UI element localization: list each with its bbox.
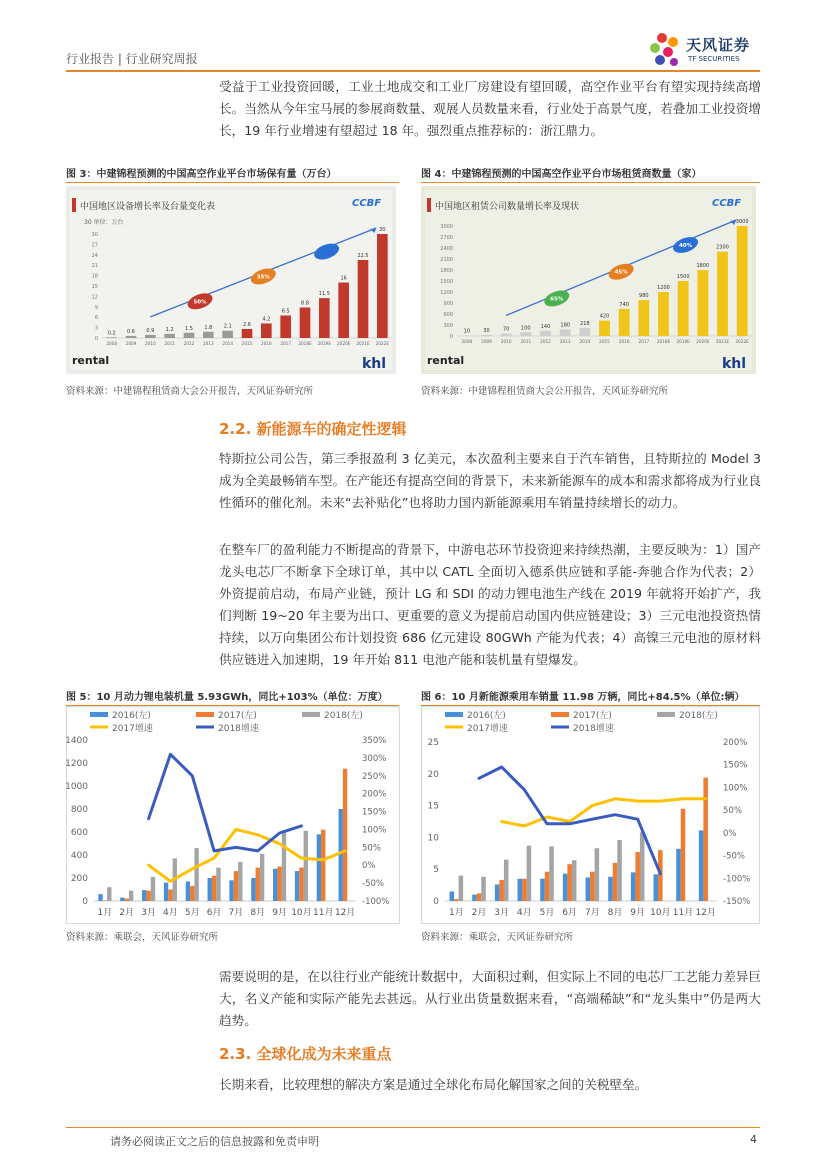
xtick-label: 2020E — [337, 341, 351, 346]
data-label: 3000 — [735, 219, 749, 225]
data-label: 218 — [580, 321, 590, 328]
ytick-label: 1500 — [440, 279, 453, 285]
fig4-source: 资料来源：中建锦程租赁商大会公开报告，天风证券研究所 — [421, 386, 669, 397]
legend-label: 2017(左) — [573, 711, 612, 721]
fig3-unit: 30 单位：万台 — [84, 219, 124, 226]
bar — [540, 331, 551, 336]
header-rule — [66, 70, 760, 72]
fig6-chart-container — [421, 706, 760, 928]
bar — [339, 809, 343, 901]
data-label: 4.2 — [262, 316, 271, 323]
legend-label: 2018(左) — [324, 711, 363, 721]
bar — [164, 334, 175, 338]
ytick-right: -50% — [362, 879, 384, 890]
fig3-slide-title: 中国地区设备增长率及台量变化表 — [80, 202, 216, 212]
data-label: 0.6 — [127, 328, 135, 335]
fig3-slide — [66, 186, 396, 374]
ytick-right: 100% — [362, 825, 387, 836]
data-label: 11.5 — [318, 291, 330, 298]
fig6-chart — [421, 706, 760, 924]
report-category: 行业报告 | 行业研究周报 — [66, 52, 198, 66]
fig4-khl-logo: khl — [722, 356, 747, 372]
bar — [358, 260, 369, 338]
growth-label: 35% — [256, 274, 270, 281]
ytick-right: 150% — [362, 807, 387, 818]
bar — [234, 871, 238, 901]
bar — [658, 850, 663, 901]
xtick-label: 2021E — [715, 339, 730, 344]
data-label: 180 — [560, 322, 570, 329]
bar — [676, 849, 681, 901]
bar — [103, 900, 107, 901]
ytick-right: 250% — [362, 771, 387, 782]
ytick-left: 1200 — [66, 759, 88, 769]
bar — [129, 891, 133, 901]
ytick-right: 0% — [362, 861, 376, 872]
bar — [256, 868, 260, 901]
bar — [654, 874, 659, 901]
data-label: 70 — [502, 326, 510, 333]
bar — [146, 891, 150, 901]
ytick-left: 400 — [70, 851, 88, 861]
xtick-label: 2015 — [241, 341, 253, 346]
ytick-label: 3 — [94, 325, 98, 332]
bar — [563, 874, 568, 901]
bar — [638, 300, 649, 336]
section-2-3-title: 2.3. 全球化成为未来重点 — [219, 1045, 392, 1063]
fig4-title: 图 4：中建锦程预测的中国高空作业平台市场租赁商数量（家） — [421, 169, 702, 180]
ytick-label: 600 — [443, 312, 453, 318]
bar — [681, 809, 686, 901]
paragraph-4: 需要说明的是，在以往行业产能统计数据中，大面积过剩，但实际上不同的电芯厂工艺能力差异巨大，名义产能和实际产能先去甚远。从行业出货量数据来看，“高端稀缺”和“龙头集中”仍是两大趋势。 — [219, 969, 761, 1028]
ytick-right: 300% — [362, 753, 387, 764]
ytick-left: 10 — [427, 833, 439, 844]
series-line — [149, 829, 346, 881]
xtick-label: 7月 — [584, 908, 600, 918]
data-label: 16 — [340, 275, 347, 282]
xtick-label: 2009 — [481, 339, 492, 344]
xtick-label: 2013 — [559, 339, 571, 344]
bar — [590, 872, 595, 901]
bar — [229, 880, 233, 901]
xtick-label: 11月 — [313, 908, 334, 918]
bar — [212, 876, 216, 901]
ytick-left: 25 — [427, 738, 439, 748]
xtick-label: 2016 — [618, 339, 630, 344]
ytick-right: 50% — [723, 806, 742, 817]
data-label: 1.8 — [204, 324, 213, 331]
ytick-right: 150% — [723, 760, 748, 771]
data-label: 10 — [463, 328, 471, 335]
bar — [572, 860, 577, 901]
xtick-label: 9月 — [630, 908, 646, 918]
fig6-title: 图 6：10 月新能源乘用车销量 11.98 万辆，同比+84.5%（单位:辆） — [421, 692, 745, 703]
xtick-label: 2012 — [540, 339, 551, 344]
bar — [520, 332, 531, 336]
ytick-left: 0 — [82, 897, 88, 907]
xtick-label: 2022E — [375, 341, 389, 346]
fig3-khl-logo: khl — [362, 356, 387, 372]
xtick-label: 9月 — [272, 908, 287, 918]
bar — [222, 331, 233, 338]
bar — [321, 830, 325, 901]
brand-logo — [648, 30, 768, 70]
bar — [613, 863, 618, 901]
ytick-label: 18 — [91, 273, 98, 280]
legend-label: 2016(左) — [112, 711, 151, 721]
ytick-right: 200% — [362, 789, 387, 800]
bar — [251, 878, 255, 901]
bar — [164, 883, 168, 901]
bar — [261, 323, 272, 338]
bar — [640, 832, 645, 901]
ytick-label: 3000 — [440, 224, 453, 230]
bar — [495, 884, 500, 901]
bar — [242, 329, 253, 338]
bar — [501, 333, 512, 336]
footer-disclaimer: 请务必阅读正文之后的信息披露和免责申明 — [110, 1135, 319, 1148]
bar — [518, 879, 523, 901]
bar — [678, 281, 689, 336]
bar — [208, 878, 212, 901]
footer-rule — [66, 1127, 760, 1128]
xtick-label: 2021E — [356, 341, 370, 346]
data-label: 2300 — [716, 244, 729, 251]
bar — [459, 876, 464, 901]
bar — [504, 860, 509, 901]
bar — [106, 337, 117, 338]
xtick-label: 5月 — [539, 908, 555, 918]
ytick-right: 100% — [723, 783, 748, 794]
fig3-source: 资料来源：中建锦程租赁商大会公开报告，天风证券研究所 — [66, 386, 314, 397]
bar — [450, 891, 455, 901]
ytick-left: 0 — [433, 897, 439, 907]
xtick-label: 2014 — [222, 341, 234, 346]
bar — [567, 864, 572, 901]
ytick-right: 200% — [723, 738, 748, 748]
ytick-left: 600 — [70, 828, 88, 838]
data-label: 1500 — [676, 274, 690, 280]
flower-logo-icon — [648, 30, 684, 70]
xtick-label: 6月 — [206, 908, 222, 918]
bar — [107, 887, 111, 901]
bar — [560, 329, 571, 336]
bar — [142, 890, 146, 901]
ytick-label: 15 — [91, 284, 98, 290]
bar — [304, 831, 308, 901]
ytick-left: 1000 — [66, 782, 88, 792]
bar — [472, 895, 477, 901]
legend-swatch — [196, 712, 214, 717]
xtick-label: 12月 — [334, 908, 356, 918]
xtick-label: 6月 — [562, 908, 578, 918]
xtick-label: 5月 — [184, 908, 200, 918]
ytick-right: -150% — [723, 897, 751, 907]
bar — [586, 877, 591, 901]
bar — [540, 879, 545, 901]
xtick-label: 1月 — [448, 908, 464, 918]
fig6-source: 资料来源：乘联会，天风证券研究所 — [421, 932, 574, 943]
xtick-label: 10月 — [291, 908, 312, 918]
bar — [238, 862, 242, 901]
ytick-label: 2700 — [440, 235, 453, 241]
data-label: 2.1 — [223, 323, 232, 330]
fig3-title-rule — [66, 182, 399, 183]
data-label: 1.2 — [165, 326, 174, 333]
data-label: 100 — [521, 325, 531, 332]
growth-label: 45% — [614, 269, 628, 276]
fig4-title-rule — [421, 182, 760, 183]
data-label: 1800 — [696, 263, 710, 269]
bar — [737, 226, 748, 336]
bar — [522, 879, 527, 901]
growth-label: 65% — [550, 296, 564, 303]
xtick-label: 2012 — [183, 341, 195, 346]
data-label: 22.5 — [357, 253, 369, 259]
ytick-right: 0% — [723, 828, 737, 839]
data-label: 0.9 — [146, 327, 155, 334]
fig4-slide — [421, 186, 756, 374]
paragraph-5: 长期来看，比较理想的解决方案是通过全球化布局化解国家之间的关税壁垒。 — [219, 1077, 648, 1092]
bar — [617, 840, 622, 901]
bar — [481, 335, 492, 336]
fig4-slide-title: 中国地区租赁公司数量增长率及现状 — [435, 202, 580, 212]
legend-swatch — [90, 712, 108, 717]
bar — [545, 872, 550, 901]
bar — [619, 309, 630, 336]
fig5-title: 图 5：10 月动力锂电装机量 5.93GWh，同比+103%（单位：万度） — [66, 692, 388, 703]
ytick-label: 2400 — [440, 246, 453, 252]
fig4-rental-logo: rental — [427, 354, 465, 367]
legend-swatch — [302, 712, 320, 717]
ytick-label: 2100 — [440, 257, 453, 263]
bar — [699, 830, 704, 901]
bar — [658, 292, 669, 336]
fig5-chart-container — [66, 706, 400, 928]
data-label: 740 — [619, 301, 629, 308]
bar — [527, 846, 532, 901]
xtick-label: 3月 — [494, 908, 510, 918]
xtick-label: 2010 — [144, 341, 156, 346]
bar — [631, 872, 636, 901]
bar — [168, 890, 172, 902]
xtick-label: 8月 — [607, 908, 623, 918]
data-label: 980 — [639, 293, 649, 300]
ytick-label: 12 — [91, 294, 98, 301]
bar — [295, 871, 299, 901]
bar — [145, 335, 156, 338]
xtick-label: 1月 — [97, 908, 113, 918]
paragraph-3: 在整车厂的盈利能力不断提高的背景下，中游电芯环节投资迎来持续热潮，主要反映为：1）国产龙头电芯厂不断拿下全球订单，其中以 CATL 全面切入德系供应链和孚能-奔驰合作为代表；2）外资提前启动，布局产业链，预计 LG 和 SDI 的动力锂电池生产线在 2019 年就将开始扩产，我们判断 19~20 年主要为出口、更重要的意义为提前启动国内供应链建设；3）三元电池投资热情持续，以万向集团公布计划投资 686 亿元建设 80GWh 产能为代表；4）高镍三元电池的原材料供应链进入加速期，19 年开始 811 电池产能和装机量有望爆发。 — [219, 542, 761, 667]
bar — [717, 252, 728, 336]
fig3-title: 图 3：中建锦程预测的中国高空作业平台市场保有量（万台） — [66, 169, 337, 180]
ytick-right: -100% — [362, 897, 390, 907]
ytick-right: 350% — [362, 736, 387, 746]
bar — [608, 877, 613, 901]
bar — [317, 834, 321, 901]
ytick-label: 1200 — [440, 290, 453, 296]
xtick-label: 4月 — [516, 908, 532, 918]
bar — [338, 283, 349, 338]
legend-swatch — [657, 712, 675, 717]
bar — [184, 333, 195, 338]
fig3-rental-logo: rental — [72, 354, 110, 367]
legend-label: 2017增速 — [467, 724, 508, 734]
bar — [595, 848, 600, 901]
xtick-label: 10月 — [650, 908, 671, 918]
xtick-label: 2011 — [164, 341, 176, 346]
xtick-label: 2008 — [461, 339, 473, 344]
xtick-label: 4月 — [163, 908, 178, 918]
ytick-left: 800 — [70, 805, 88, 815]
ytick-label: 30 — [91, 232, 98, 238]
bar — [120, 898, 124, 901]
data-label: 0.2 — [107, 330, 116, 337]
bar — [299, 868, 303, 901]
bar — [377, 234, 388, 338]
ytick-left: 20 — [427, 769, 439, 780]
bar — [277, 867, 281, 902]
legend-swatch — [551, 712, 569, 717]
bar — [216, 868, 220, 901]
xtick-label: 2016 — [260, 341, 272, 346]
bar — [477, 893, 482, 901]
ytick-right: -50% — [723, 851, 745, 862]
fig5-chart — [66, 706, 400, 924]
xtick-label: 2010 — [500, 339, 512, 344]
xtick-label: 2022E — [735, 339, 749, 344]
legend-label: 2018增速 — [218, 724, 259, 734]
ytick-right: -100% — [723, 874, 751, 885]
xtick-label: 2017 — [280, 341, 292, 346]
xtick-label: 2019E — [676, 339, 690, 344]
bar — [481, 877, 486, 901]
legend-label: 2016(左) — [467, 711, 506, 721]
xtick-label: 2019E — [317, 341, 331, 346]
bar — [635, 852, 640, 901]
data-label: 6.5 — [281, 308, 290, 315]
legend-label: 2017增速 — [112, 724, 153, 734]
bar — [282, 832, 286, 901]
series-line — [149, 754, 302, 851]
paragraph-1: 受益于工业投资回暖，工业土地成交和工业厂房建设有望回暖，高空作业平台有望实现持续高增长。当然从今年宝马展的参展商数量、观展人员数量来看，行业处于高景气度，若叠加工业投资增长，19 年行业增速有望超过 18 年。强烈重点推荐标的：浙江鼎力。 — [219, 79, 761, 138]
xtick-label: 12月 — [695, 908, 716, 918]
bar — [190, 886, 194, 901]
ytick-left: 15 — [427, 801, 439, 812]
data-label: 2.6 — [243, 321, 251, 328]
xtick-label: 2018E — [298, 341, 312, 346]
xtick-label: 2017 — [638, 339, 650, 344]
legend-label: 2017(左) — [218, 711, 257, 721]
data-label: 8.8 — [301, 300, 309, 307]
xtick-label: 2008 — [106, 341, 118, 346]
xtick-label: 3月 — [141, 908, 156, 918]
bar — [703, 778, 708, 901]
bar — [194, 848, 198, 901]
xtick-label: 2015 — [599, 339, 610, 344]
fig4-brand: CCBF — [712, 198, 742, 209]
ytick-left: 1400 — [66, 736, 88, 746]
xtick-label: 2018E — [656, 339, 671, 344]
ytick-label: 0 — [94, 336, 98, 342]
bar — [260, 854, 264, 901]
bar — [300, 307, 311, 338]
fig3-brand: CCBF — [352, 198, 382, 209]
bar — [599, 321, 610, 336]
bar — [454, 899, 459, 901]
ytick-label: 1800 — [440, 268, 453, 274]
ytick-label: 24 — [91, 252, 98, 259]
page-number: 4 — [750, 1133, 757, 1146]
bar — [273, 869, 277, 901]
bar — [343, 769, 347, 901]
xtick-label: 2011 — [520, 339, 532, 344]
paragraph-2: 特斯拉公司公告，第三季报盈利 3 亿美元，本次盈利主要来自于汽车销售，且特斯拉的 Model 3 成为全美最畅销车型。在产能还有提高空间的背景下，未来新能源车的成本和需求都将成为行业良性循环的催化剂。未来“去补贴化”也将助力国内新能源乘用车销量持续增长的动力。 — [219, 451, 761, 510]
bar — [126, 336, 137, 338]
xtick-label: 2009 — [125, 341, 137, 346]
legend-label: 2018(左) — [679, 711, 718, 721]
bar — [499, 880, 504, 901]
ytick-right: 50% — [362, 843, 381, 854]
data-label: 420 — [599, 313, 610, 320]
ytick-label: 21 — [91, 263, 98, 270]
ytick-label: 300 — [443, 323, 453, 329]
bar — [151, 877, 155, 901]
data-label: 140 — [540, 323, 551, 330]
bar — [549, 846, 554, 901]
bar — [280, 315, 291, 338]
logo-english: TF SECURITIES — [688, 55, 740, 63]
ytick-label: 6 — [94, 315, 98, 322]
bar — [579, 328, 590, 336]
legend-label: 2018增速 — [573, 724, 614, 734]
fig3-chart — [66, 186, 396, 374]
logo-chinese: 天风证券 — [686, 36, 751, 54]
section-2-2-title: 2.2. 新能源车的确定性逻辑 — [219, 420, 407, 438]
bar — [319, 298, 330, 338]
growth-label: 40% — [678, 242, 693, 249]
data-label: 30 — [379, 227, 386, 233]
bar — [697, 270, 708, 336]
xtick-label: 8月 — [250, 908, 266, 918]
bar — [125, 899, 129, 901]
data-label: 1.5 — [185, 325, 193, 332]
fig5-source: 资料来源：乘联会，天风证券研究所 — [66, 932, 219, 943]
bar — [203, 332, 214, 338]
xtick-label: 2月 — [471, 908, 487, 918]
ytick-label: 9 — [94, 304, 98, 311]
bar — [98, 894, 102, 901]
data-label: 1200 — [657, 285, 670, 291]
ytick-label: 27 — [91, 242, 98, 249]
ytick-left: 5 — [433, 865, 439, 876]
ytick-label: 0 — [449, 334, 453, 340]
ytick-left: 200 — [70, 874, 88, 884]
xtick-label: 2月 — [119, 908, 135, 918]
growth-label: 50% — [193, 299, 207, 306]
xtick-label: 11月 — [672, 908, 694, 918]
data-label: 30 — [483, 327, 490, 334]
xtick-label: 2013 — [202, 341, 214, 346]
bar — [186, 881, 190, 901]
fig4-chart — [421, 186, 756, 374]
xtick-label: 2014 — [579, 339, 591, 344]
ytick-label: 900 — [443, 301, 453, 307]
legend-swatch — [445, 712, 463, 717]
xtick-label: 7月 — [228, 908, 244, 918]
xtick-label: 2020E — [696, 339, 710, 344]
